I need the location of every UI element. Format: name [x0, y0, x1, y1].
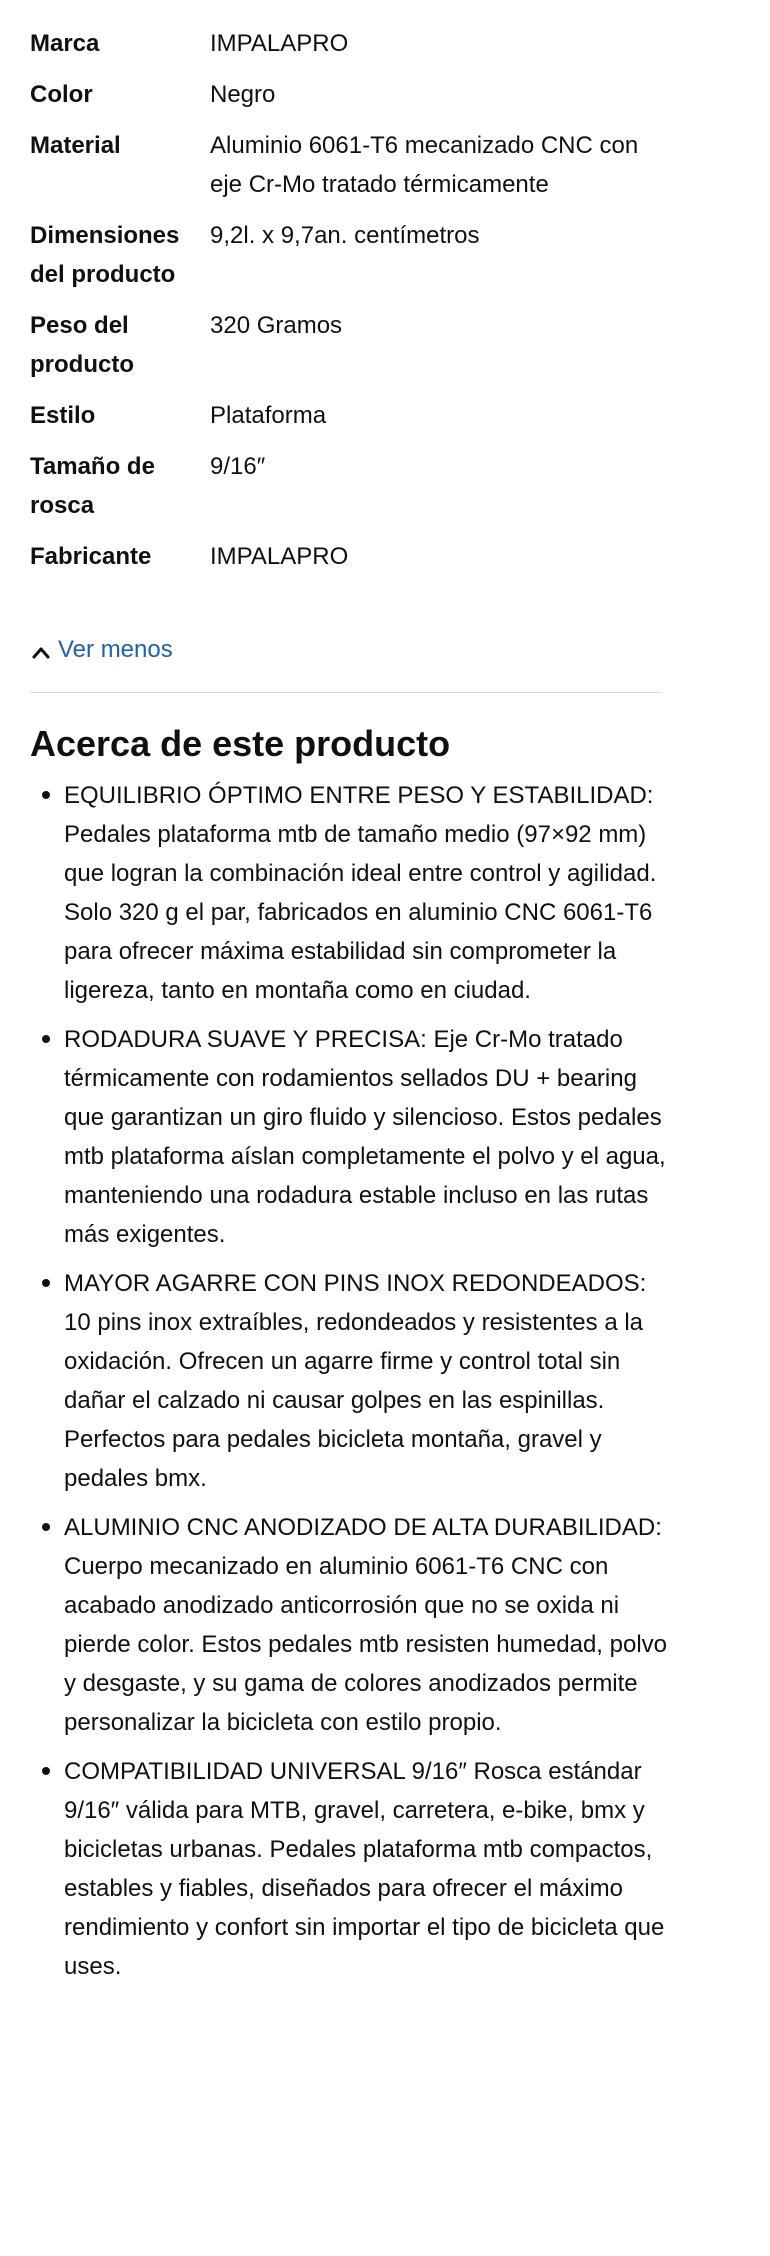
spec-row-dimensiones [30, 216, 670, 306]
about-bullet-list [30, 776, 670, 1996]
spec-row-peso [30, 306, 670, 396]
spec-value: 9,2l. x 9,7an. centímetros [210, 222, 480, 249]
about-bullet-item [30, 776, 670, 1010]
spec-value: Plataforma [210, 402, 327, 429]
bullet-dot-icon [42, 1523, 50, 1531]
about-bullet-text: EQUILIBRIO ÓPTIMO ENTRE PESO Y ESTABILIDAD: Pedales plataforma mtb de tamaño medio (97×92 mm) que logran la combinación ideal entre control y agilidad. Solo 320 g el par, fabricados en aluminio CNC 6061-T6 para ofrecer máxima estabilidad sin comprometer la ligereza, tanto en montaña como en ciudad. [64, 782, 657, 1004]
spec-value: Negro [210, 81, 276, 108]
about-bullet-item [30, 1264, 670, 1498]
spec-label: Marca [30, 30, 100, 57]
about-bullet-item [30, 1752, 670, 1986]
bullet-dot-icon [42, 1035, 50, 1043]
ver-menos-label: Ver menos [58, 636, 173, 663]
spec-row-tamano-rosca [30, 447, 670, 537]
spec-label: Dimensiones del producto [30, 222, 180, 288]
bullet-dot-icon [42, 1279, 50, 1287]
about-bullet-text: MAYOR AGARRE CON PINS INOX REDONDEADOS: 10 pins inox extraíbles, redondeados y resistentes a la oxidación. Ofrecen un agarre firme y control total sin dañar el calzado ni causar golpes en las espinillas. Perfectos para pedales bicicleta montaña, gravel y pedales bmx. [64, 1270, 647, 1492]
spec-row-color [30, 75, 670, 126]
about-bullet-text: COMPATIBILIDAD UNIVERSAL 9/16″ Rosca estándar 9/16″ válida para MTB, gravel, carretera, e-bike, bmx y bicicletas urbanas. Pedales plataforma mtb compactos, estables y fiables, diseñados para ofrecer el máximo rendimiento y confort sin importar el tipo de bicicleta que uses. [64, 1758, 665, 1980]
spec-value: 9/16″ [210, 453, 266, 480]
spec-label: Color [30, 81, 93, 108]
about-bullet-item [30, 1020, 670, 1254]
section-divider [30, 692, 662, 693]
spec-value: Aluminio 6061-T6 mecanizado CNC con eje Cr-Mo tratado térmicamente [210, 132, 639, 198]
spec-row-material [30, 126, 670, 216]
spec-label: Tamaño de rosca [30, 453, 155, 519]
spec-value: IMPALAPRO [210, 30, 349, 57]
about-bullet-item [30, 1508, 670, 1742]
spec-label: Fabricante [30, 543, 152, 570]
spec-row-marca [30, 24, 670, 75]
spec-value: 320 Gramos [210, 312, 343, 339]
chevron-up-icon [30, 639, 52, 661]
spec-value: IMPALAPRO [210, 543, 349, 570]
about-section-title: Acerca de este producto [30, 723, 451, 764]
about-bullet-text: ALUMINIO CNC ANODIZADO DE ALTA DURABILIDAD: Cuerpo mecanizado en aluminio 6061-T6 CNC con acabado anodizado anticorrosión que no se oxida ni pierde color. Estos pedales mtb resisten humedad, polvo y desgaste, y su gama de colores anodizados permite personalizar la bicicleta con estilo propio. [64, 1514, 668, 1736]
bullet-dot-icon [42, 791, 50, 799]
spec-row-estilo [30, 396, 670, 447]
product-spec-table [30, 24, 670, 588]
spec-row-fabricante [30, 537, 670, 588]
spec-label: Material [30, 132, 121, 159]
about-bullet-text: RODADURA SUAVE Y PRECISA: Eje Cr-Mo tratado térmicamente con rodamientos sellados DU + bearing que garantizan un giro fluido y silencioso. Estos pedales mtb plataforma aíslan completamente el polvo y el agua, manteniendo una rodadura estable incluso en las rutas más exigentes. [64, 1026, 666, 1248]
bullet-dot-icon [42, 1767, 50, 1775]
ver-menos-link[interactable] [30, 632, 173, 668]
spec-label: Estilo [30, 402, 96, 429]
spec-label: Peso del producto [30, 312, 134, 378]
